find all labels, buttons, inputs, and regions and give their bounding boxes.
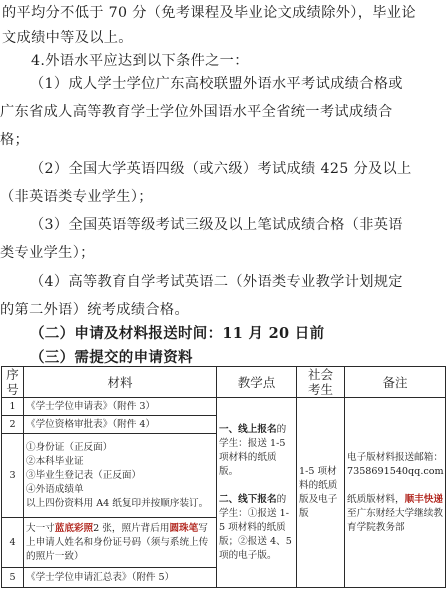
para-line-1: 的平均分不低于 70 分（免考课程及毕业论文成绩除外），毕业论 <box>2 5 416 21</box>
photo-blue-background: 蓝底彩照 <box>54 522 94 534</box>
condition-1-line-3: 格； <box>0 132 30 148</box>
teaching-online-text: 的学生：报送 1-5 项材料的纸质版。 <box>219 423 287 477</box>
header-social-candidates: 社会 考生 <box>297 367 345 398</box>
header-serial-number: 序 号 <box>2 367 24 398</box>
table-header-row <box>2 367 446 398</box>
table-row <box>2 398 446 416</box>
row-number: 3 <box>2 434 24 518</box>
notes-email: 电子版材料报送邮箱：7358691540qq.com <box>347 451 444 477</box>
para-line-2: 文成绩中等及以上。 <box>2 30 133 46</box>
header-materials: 材料 <box>24 367 217 398</box>
condition-2-line-2: （非英语类专业学生）； <box>0 189 153 205</box>
condition-1-line-2: 广东省成人高等教育学士学位外国语水平全省统一考试成绩合 <box>0 104 393 120</box>
teaching-offline-label: 二、线下报名 <box>219 493 277 505</box>
material-cell: 《学士学位申请表》（附件 3） <box>24 398 217 416</box>
condition-4-line-2: 的第二外语）统考成绩合格。 <box>0 302 189 318</box>
photo-text-1: 大一寸 <box>26 522 55 534</box>
social-candidates-cell: 1-5 项材料的纸质版及电子版 <box>297 398 345 588</box>
notes-paper-pre: 纸质版材料， <box>347 493 405 505</box>
heading-application-deadline: （二）申请及材料报送时间：11 月 20 日前 <box>30 325 325 342</box>
heading-required-materials: （三）需提交的申请资料 <box>30 349 193 366</box>
material-cell: ①身份证（正反面） ②本科毕业证 ③毕业生登记表（正反面） ④外语成绩单 以上四份资料用 A4 纸复印并按顺序装订。 <box>24 434 217 518</box>
condition-3-line-2: 类专业学生）； <box>0 245 95 261</box>
material-cell: 《学士学位申请汇总表》（附件 5） <box>24 568 217 588</box>
condition-2-line-1: （2）全国大学英语四级（或六级）考试成绩 425 分及以上 <box>30 161 412 177</box>
notes-paper-post: 至广东财经大学继续教育学院教务部 <box>347 507 443 533</box>
teaching-online-label: 一、线上报名 <box>219 423 277 435</box>
material-cell <box>24 518 217 568</box>
condition-3-line-1: （3）全国英语等级考试三级及以上笔试成绩合格（非英语 <box>30 217 403 233</box>
row-number: 1 <box>2 398 24 416</box>
row-number: 5 <box>2 568 24 588</box>
teaching-offline-text: 的学生：①报送 1-5 项材料的纸质版；②报送 4、5 项的电子版。 <box>219 493 292 561</box>
teaching-point-cell <box>217 398 297 588</box>
header-teaching-point: 教学点 <box>217 367 297 398</box>
required-materials-table <box>1 366 446 588</box>
material-cell: 《学位资格审批表》（附件 4） <box>24 416 217 434</box>
row-number: 2 <box>2 416 24 434</box>
photo-text-2: 2 张，照片背后用 <box>93 522 170 534</box>
condition-1-line-1: （1）成人学士学位广东高校联盟外语水平考试成绩合格或 <box>30 76 403 92</box>
condition-4-line-1: （4）高等教育自学考试英语二（外语类专业教学计划规定 <box>30 274 403 290</box>
photo-ballpoint-pen: 圆珠笔 <box>169 522 199 534</box>
item-4-foreign-language: 4.外语水平应达到以下条件之一： <box>31 53 249 69</box>
header-notes: 备注 <box>345 367 446 398</box>
notes-cell <box>345 398 446 588</box>
row-number: 4 <box>2 518 24 568</box>
notes-courier: 顺丰快递 <box>404 493 443 505</box>
photo-text-3: 写上申请人姓名和身份证号码（须与系统上传的照片一致） <box>26 522 209 562</box>
